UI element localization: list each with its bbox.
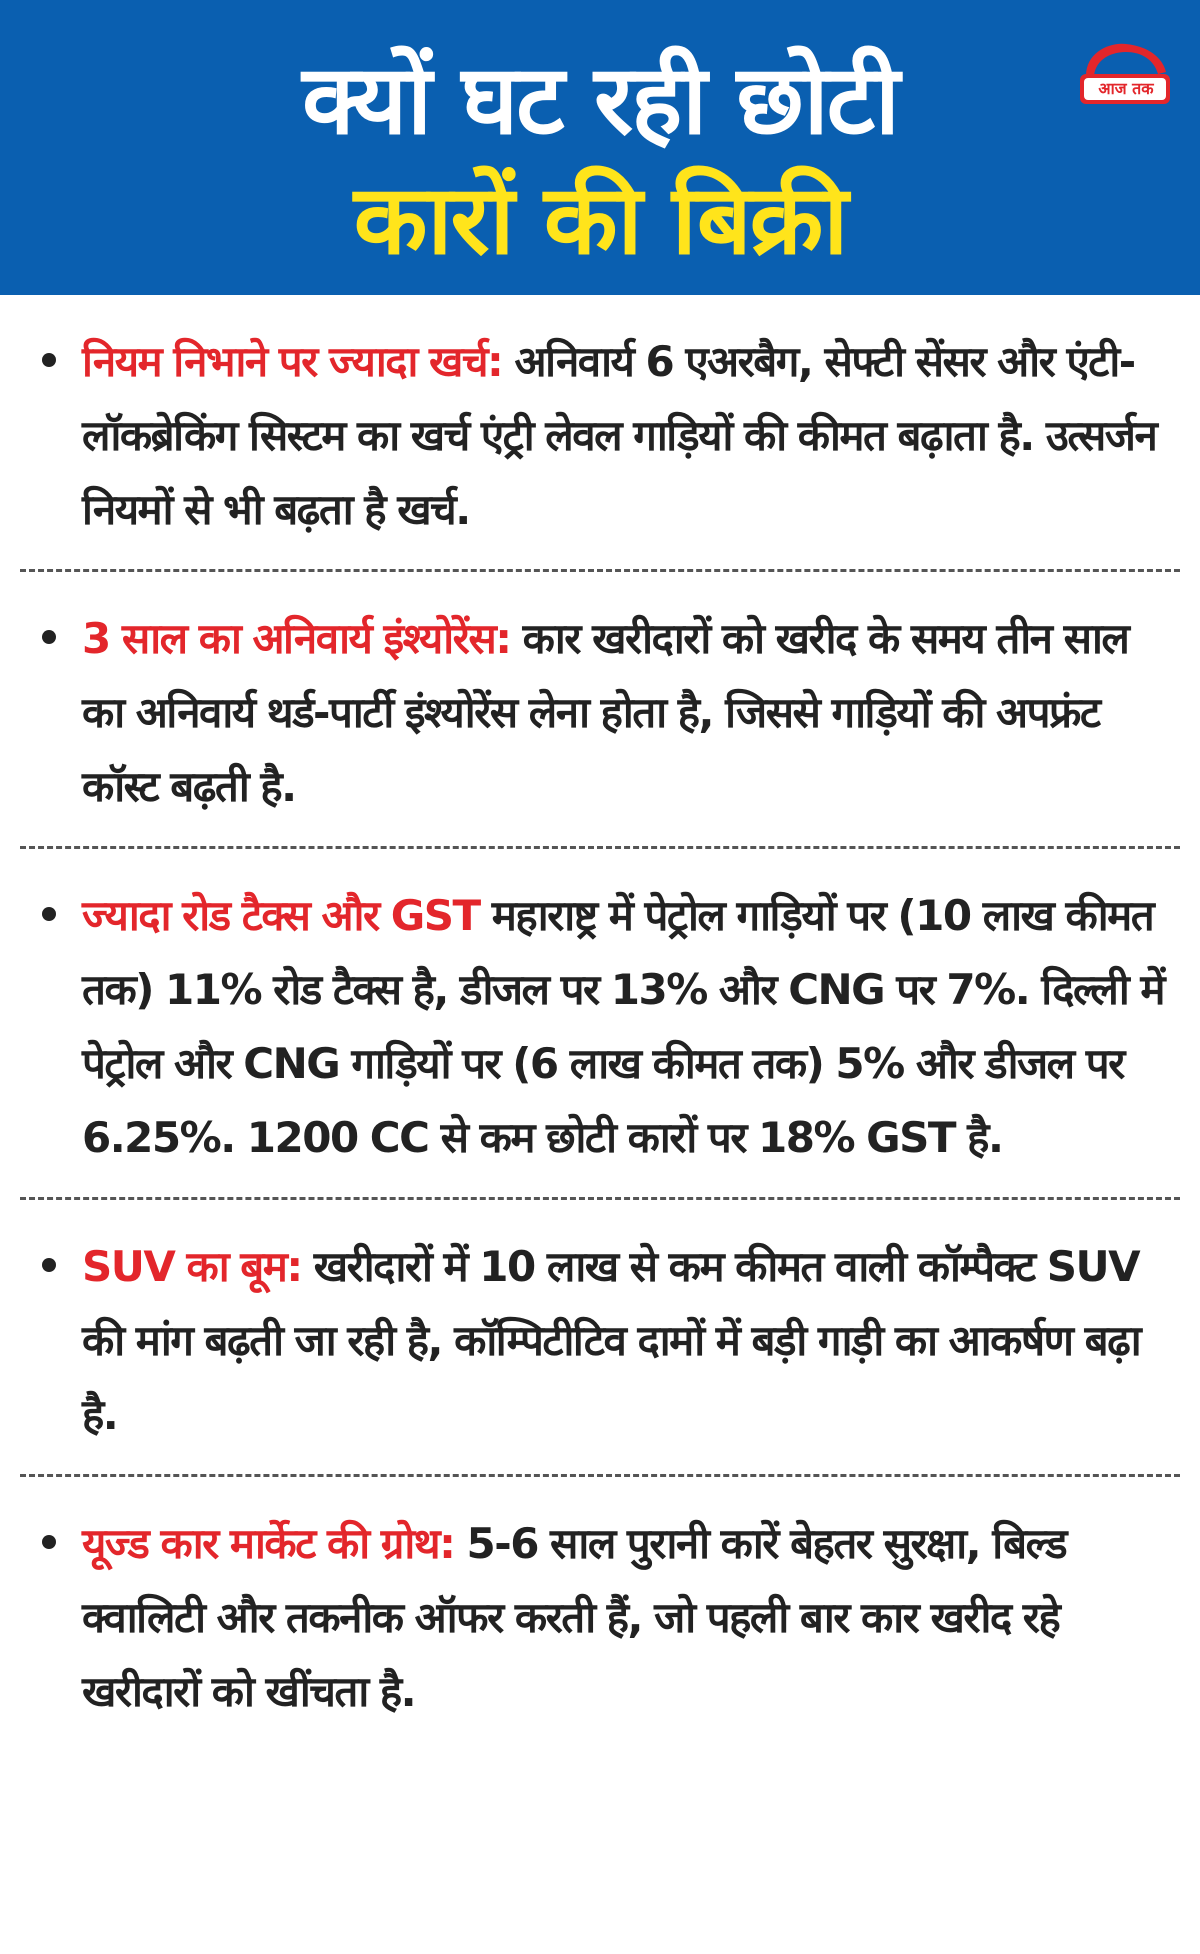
logo-text: आज तक	[1098, 79, 1154, 98]
item-text: अनिवार्य 6 एअरबैग, सेफ्टी सेंसर और एंटी-लॉकब्रेकिंग सिस्टम का खर्च एंट्री लेवल गाड़ियों की कीमत बढ़ाता है. उत्सर्जन नियमों से भी बढ़ता है खर्च.	[82, 337, 1157, 534]
bullet-icon	[42, 1258, 56, 1272]
reasons-list	[0, 295, 1200, 1751]
aajtak-logo	[1076, 38, 1172, 108]
bullet-icon	[42, 630, 56, 644]
list-item	[0, 572, 1200, 846]
bullet-icon	[42, 1535, 56, 1549]
item-lead: SUV का बूम:	[82, 1242, 302, 1291]
item-lead: यूज्ड कार मार्केट की ग्रोथ:	[82, 1519, 455, 1568]
item-text: महाराष्ट्र में पेट्रोल गाड़ियों पर (10 लाख कीमत तक) 11% रोड टैक्स है, डीजल पर 13% और CNG पर 7%. दिल्ली में पेट्रोल और CNG गाड़ियों पर (6 लाख कीमत तक) 5% और डीजल पर 6.25%. 1200 CC से कम छोटी कारों पर 18% GST है.	[82, 891, 1165, 1162]
item-lead: ज्यादा रोड टैक्स और GST	[82, 891, 480, 940]
bullet-icon	[42, 353, 56, 367]
item-text: कार खरीदारों को खरीद के समय तीन साल का अनिवार्य थर्ड-पार्टी इंश्योरेंस लेना होता है, जिससे गाड़ियों की अपफ्रंट कॉस्ट बढ़ती है.	[82, 614, 1129, 811]
list-item	[0, 1200, 1200, 1474]
item-lead: नियम निभाने पर ज्यादा खर्च:	[82, 337, 503, 386]
list-item	[0, 295, 1200, 569]
item-lead: 3 साल का अनिवार्य इंश्योरेंस:	[82, 614, 511, 663]
title-line-2: कारों की बिक्री	[353, 164, 847, 276]
list-item	[0, 1477, 1200, 1751]
list-item	[0, 849, 1200, 1197]
title-line-1: क्यों घट रही छोटी	[302, 44, 898, 156]
item-text: 5-6 साल पुरानी कारें बेहतर सुरक्षा, बिल्ड क्वालिटी और तकनीक ऑफर करती हैं, जो पहली बार कार खरीद रहे खरीदारों को खींचता है.	[82, 1519, 1067, 1716]
item-text: खरीदारों में 10 लाख से कम कीमत वाली कॉम्पैक्ट SUV की मांग बढ़ती जा रही है, कॉम्पिटीटिव दामों में बड़ी गाड़ी का आकर्षण बढ़ा है.	[82, 1242, 1141, 1439]
header-banner	[0, 0, 1200, 295]
bullet-icon	[42, 907, 56, 921]
